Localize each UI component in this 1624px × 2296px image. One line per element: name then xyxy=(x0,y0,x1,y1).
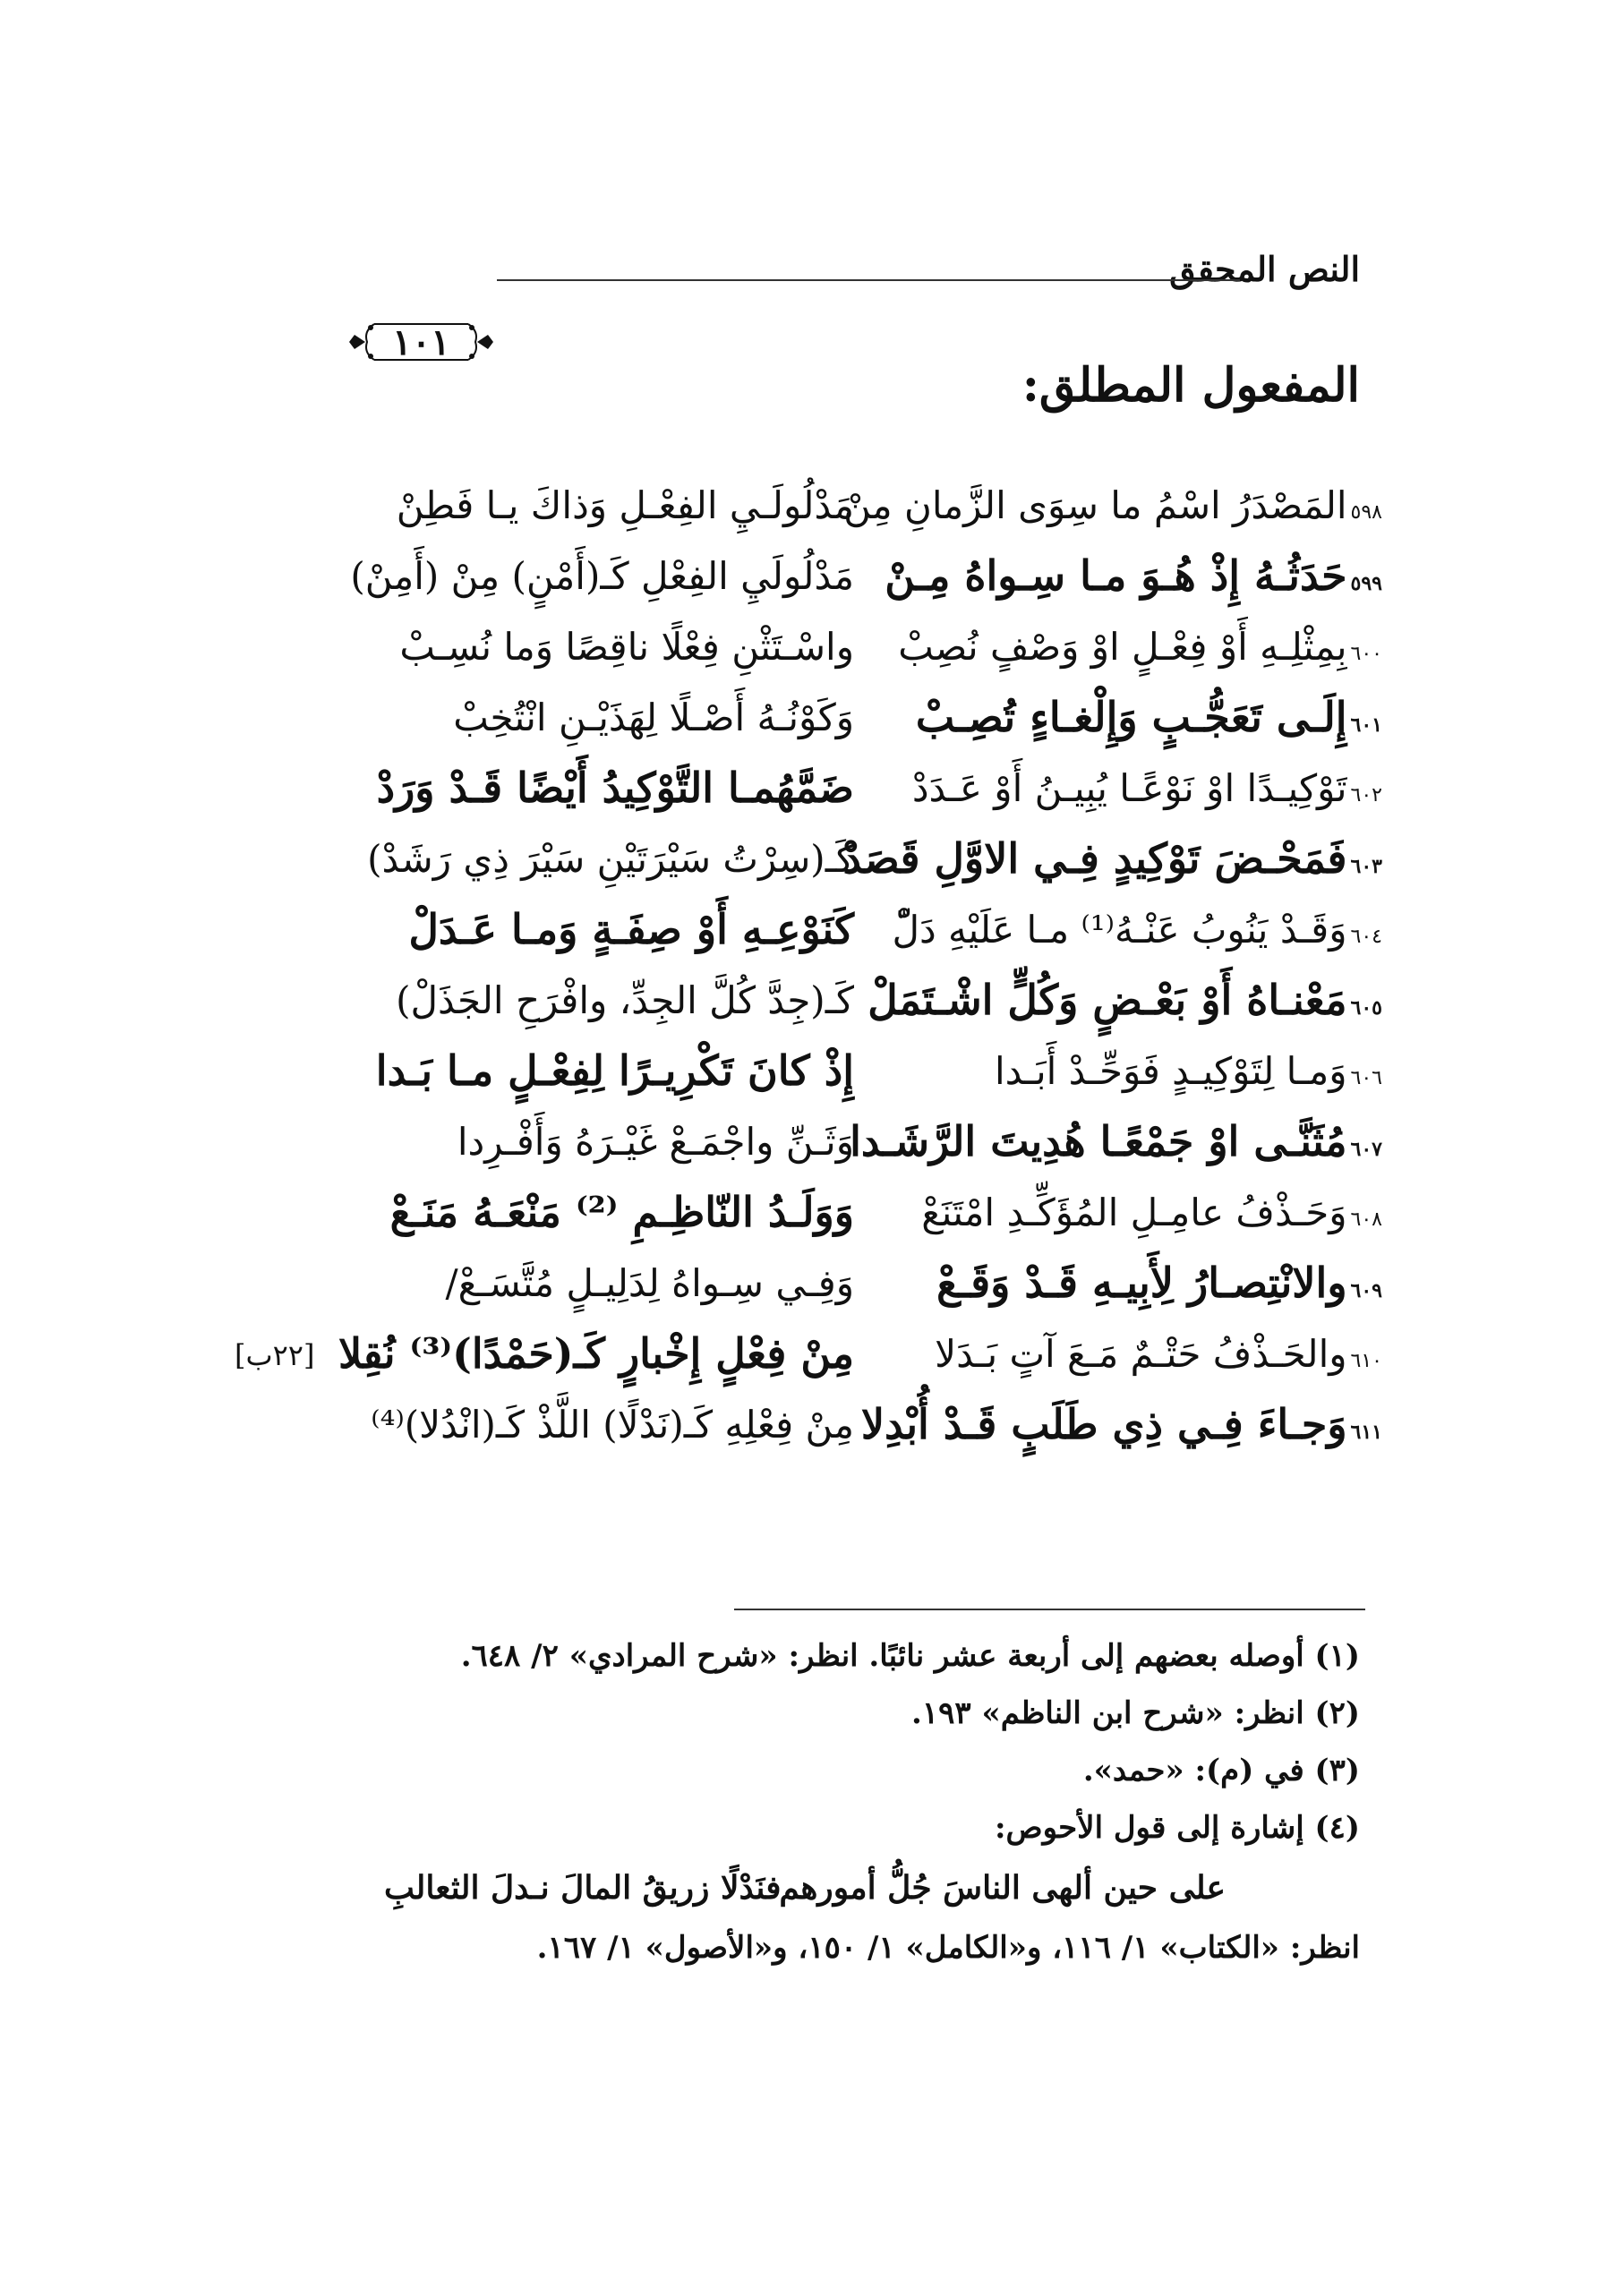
verse-number: ٦٠١ xyxy=(1350,713,1382,737)
verse-row xyxy=(389,682,1382,753)
poem-second-hemistich: فنَدْلًا زريقُ المالَ نـدلَ الثعالبِ xyxy=(384,1869,782,1907)
verse-first-hemistich: ٦٠٢تَوْكِيـدًا اوْ نَوْعًـا يُبِيـنُ أَوْ عَـدَدْ xyxy=(911,766,1382,810)
verse-number: ٦٠٥ xyxy=(1350,996,1382,1020)
verse-first-hemistich: ٦١٠والحَـذْفُ حَتْـمٌ مَـعَ آتٍ بَـدَلا xyxy=(935,1332,1382,1376)
page-number: ١٠١ xyxy=(392,320,450,363)
verse-row xyxy=(389,894,1382,965)
verse-row xyxy=(338,1319,1382,1389)
verse-number: ٦٠٩ xyxy=(1350,1279,1382,1302)
verse-first-hemistich: ٥٩٩حَدَثُـهُ إِذْ هُـوَ مـا سِـواهُ مِـنْ xyxy=(885,551,1382,600)
verse-second-hemistich: واسْـتَثْنِ فِعْلًا ناقِصًا وَما نُسِـبْ xyxy=(399,625,854,669)
footnote-4: (٤) إشارة إلى قول الأحوص: xyxy=(994,1810,1360,1846)
verse-row xyxy=(375,1036,1382,1106)
manuscript-folio-marker: [٢٢ب] xyxy=(235,1338,315,1372)
verse-first-hemistich: ٦٠٠بِمِثْلِـهِ أَوْ فِعْـلٍ اوْ وَصْفٍ نُصِبْ xyxy=(898,625,1382,669)
verse-second-hemistich: وَفِـي سِـواهُ لِدَلِيـلٍ مُتَّسَـعْ/ xyxy=(445,1261,854,1305)
verse-first-hemistich: ٦٠٥مَعْنـاهُ أَوْ بَعْـضٍ وَكُلٍّ اشْـتَمَلْ xyxy=(868,976,1382,1024)
verse-number: ٦٠٧ xyxy=(1350,1138,1382,1161)
verse-second-hemistich: مِنْ فِعْلِهِ كَـ(نَدْلًا) اللَّذْ كَـ(انْدُلا)⁽⁴⁾ xyxy=(371,1403,854,1447)
verse-row xyxy=(376,753,1382,824)
verse-row xyxy=(371,1389,1382,1460)
verse-first-hemistich: ٦٠٧مُثَنَّـى اوْ جَمْعًـا هُدِيتَ الرَّشَـدا xyxy=(850,1117,1382,1165)
verse-number: ٦٠٣ xyxy=(1350,855,1382,878)
verse-row xyxy=(389,1177,1382,1248)
verse-second-hemistich: مَدْلُولَيِ الفِعْلِ كَـ(أَمْنٍ) مِنْ (أَمِنْ) xyxy=(350,554,854,598)
verse-second-hemistich: وَوَلَـدُ النّاظِـمِ ⁽²⁾ مَنْعَـهُ مَنَـعْ xyxy=(389,1188,854,1236)
verse-first-hemistich: ٦٠٣فَمَحْـضَ تَوْكِيدٍ فِـي الاوَّلِ قَصَدْ xyxy=(842,834,1382,883)
footnote-3: (٣) في (م): «حمد». xyxy=(1082,1753,1360,1788)
verse-row xyxy=(389,611,1382,682)
verse-second-hemistich: مَدْلُولَـيِ الفِعْـلِ وَذاكَ يـا فَطِنْ xyxy=(396,483,854,527)
verse-number: ٥٩٩ xyxy=(1350,572,1382,595)
footnote-2: (٢) انظر: «شرح ابن الناظم» ١٩٣. xyxy=(911,1695,1360,1731)
verse-second-hemistich: كَـ(سِرْتُ سَيْرَتَيْنِ سَيْرَ ذِي رَشَدْ) xyxy=(367,837,854,881)
verse-first-hemistich: ٦٠١إِلَـى تَعَجُّـبٍ وَإِلْغـاءٍ تُصِـبْ xyxy=(915,693,1382,741)
verse-first-hemistich: ٦٠٩والانْتِصـارُ لِأَبِيـهِ قَـدْ وَقَـعْ xyxy=(936,1259,1382,1307)
verse-second-hemistich: وَثَـنِّ واجْمَـعْ غَيْـرَهُ وَأَفْـرِدا xyxy=(457,1120,854,1164)
verse-second-hemistich: مِنْ فِعْلٍ إِخْبارٍ كَـ(حَمْدًا)⁽³⁾ نُقِلا xyxy=(338,1329,854,1378)
header-rule xyxy=(497,279,1240,281)
verse-number: ٦٠٢ xyxy=(1350,784,1382,807)
section-title: المفعول المطلق: xyxy=(1021,358,1360,413)
verse-second-hemistich: ضَمَّهُمـا التَّوْكِيدُ أَيْضًا قَـدْ وَرَدْ xyxy=(376,764,854,812)
verse-row xyxy=(389,1106,1382,1177)
verse-row xyxy=(389,965,1382,1036)
verse-first-hemistich: ٦٠٤وَقَـدْ يَنُوبُ عَنْـهُ⁽¹⁾ مـا عَلَيْهِ دَلّْ xyxy=(892,908,1382,952)
verse-number: ٦١٠ xyxy=(1350,1350,1382,1372)
verse-first-hemistich: ٦٠٦وَمـا لِتَوْكِيـدٍ فَوَحِّـدْ أَبَـدا xyxy=(994,1049,1382,1093)
verse-first-hemistich: ٥٩٨المَصْدَرُ اسْمُ ما سِوَى الزَّمانِ مِنْ xyxy=(843,483,1382,527)
footnote-4-reference: انظر: «الكتاب» ١/ ١١٦، و«الكامل» ١/ ١٥٠، و«الأصول» ١/ ١٦٧. xyxy=(536,1930,1360,1966)
verse-row xyxy=(389,1248,1382,1319)
verse-second-hemistich: وَكَوْنُـهُ أَصْـلًا لِهَذَيْـنِ انْتُخِبْ xyxy=(453,696,854,739)
page-number-ornament xyxy=(347,315,495,369)
verse-number: ٦٠٨ xyxy=(1350,1208,1382,1231)
verse-number: ٦٠٤ xyxy=(1350,926,1382,948)
verse-number: ٦١١ xyxy=(1350,1421,1382,1444)
poem-first-hemistich: على حين ألهى الناسَ جُلُّ أمورهم xyxy=(779,1869,1226,1907)
verse-number: ٥٩٨ xyxy=(1350,501,1382,524)
verse-row xyxy=(389,470,1382,541)
footnotes xyxy=(286,1627,1360,1976)
verse-row xyxy=(350,541,1382,611)
verse-row xyxy=(367,824,1382,894)
verse-second-hemistich: كَنَوْعِـهِ أَوْ صِفَـةٍ وَمـا عَـدَلْ xyxy=(408,905,854,953)
verse-number: ٦٠٠ xyxy=(1350,643,1382,665)
verse-second-hemistich: إِذْ كانَ تَكْرِيـرًا لِفِعْـلٍ مـا بَـدا xyxy=(375,1046,854,1095)
verse-number: ٦٠٦ xyxy=(1350,1067,1382,1089)
footnote-1: (١) أوصله بعضهم إلى أربعة عشر نائبًا. انظر: «شرح المرادي» ٢/ ٦٤٨. xyxy=(460,1638,1360,1674)
verse-list xyxy=(338,470,1382,1460)
footnote-rule xyxy=(734,1609,1365,1610)
running-title: النص المحقق xyxy=(1169,249,1360,289)
verse-first-hemistich: ٦١١وَجـاءَ فِـي ذِي طَلَبٍ قَـدْ أُبْدِلا xyxy=(860,1400,1382,1448)
verse-first-hemistich: ٦٠٨وَحَـذْفُ عامِـلِ المُؤَكِّـدِ امْتَنَعْ xyxy=(921,1191,1382,1234)
footnote-poem-line xyxy=(286,1856,1360,1919)
verse-second-hemistich: كَـ(جِدَّ كُلَّ الجِدِّ، وافْرَحِ الجَذَلْ) xyxy=(396,978,854,1022)
